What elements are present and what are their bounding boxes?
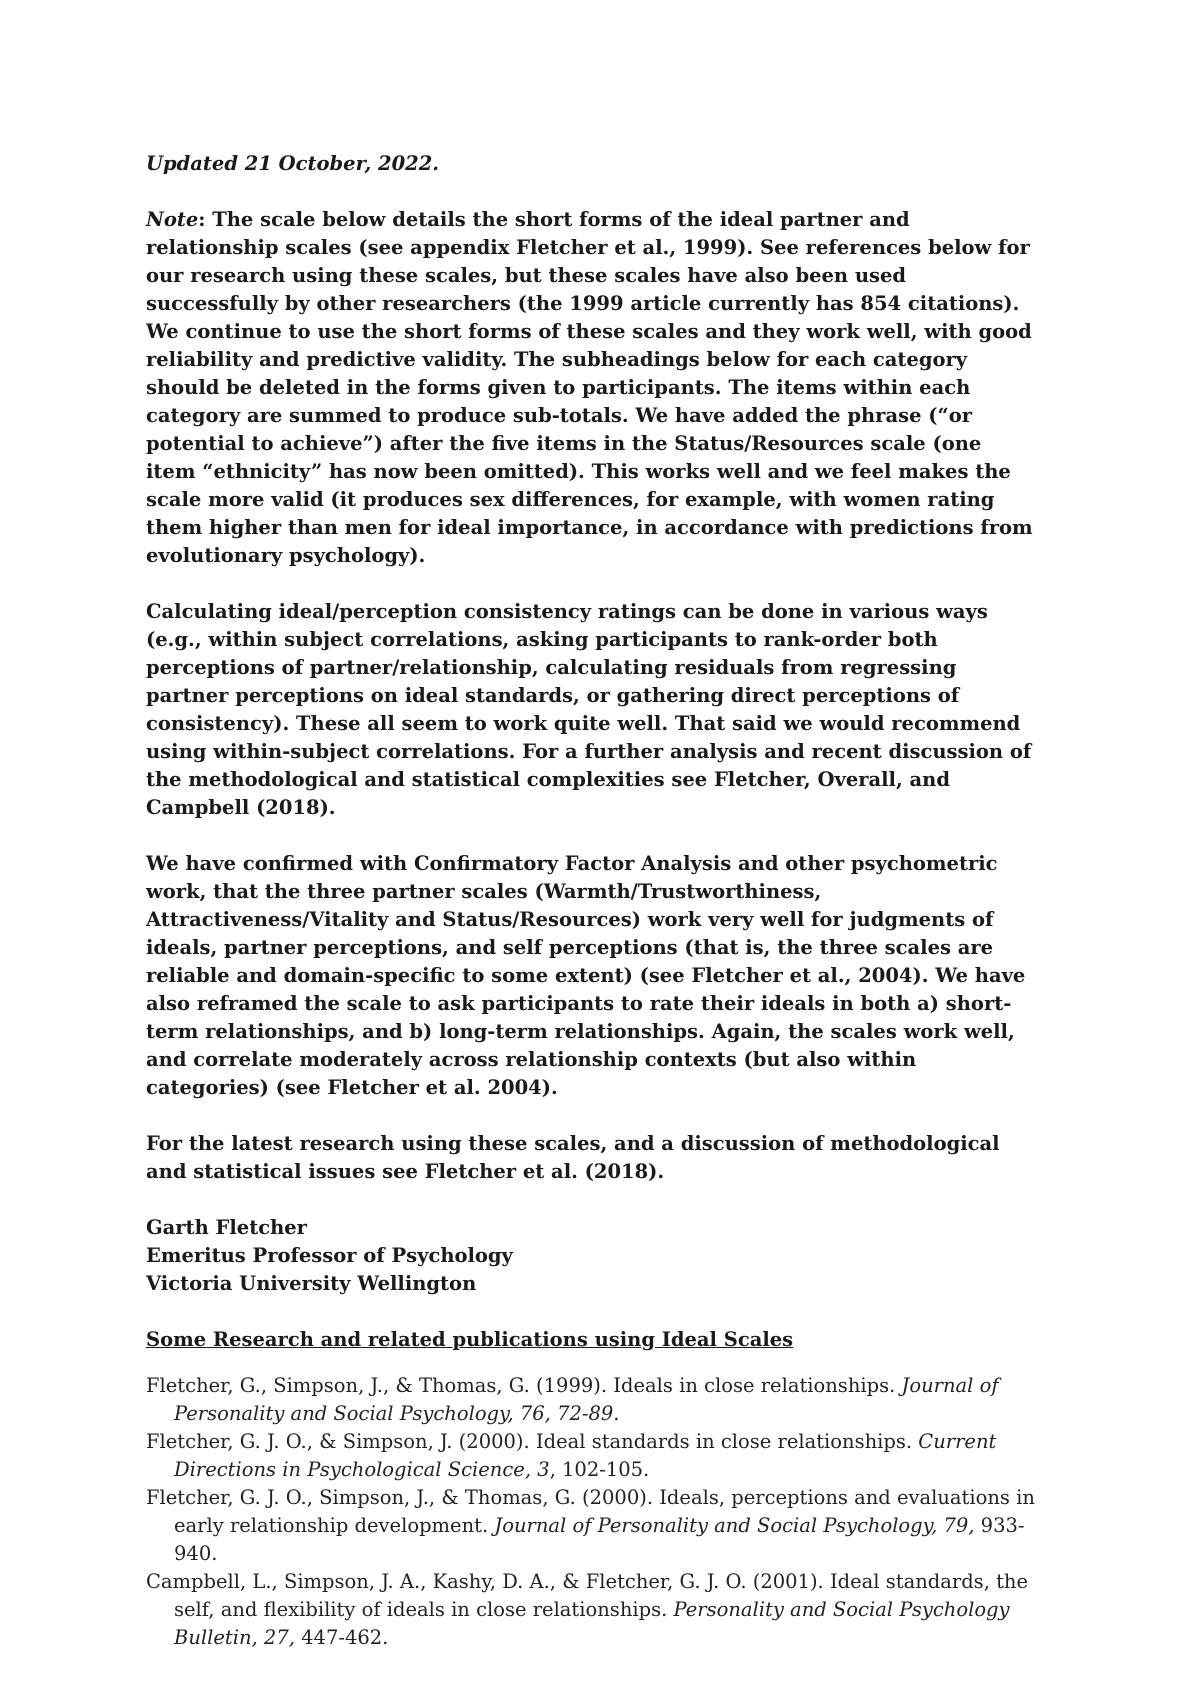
consistency-paragraph: Calculating ideal/perception consistency ratings can be done in various ways (e.g., within subject correlations, asking participants to rank-order both perceptions of partner/relationship, calculating residuals from regressing partner perceptions on ideal standards, or gathering direct perceptions of consistency). These all seem to work quite well. That said we would recommend using within-subject correlations. For a further analysis and recent discussion of the methodological and statistical complexities see Fletcher, Overall, and Campbell (2018). bbox=[146, 600, 1032, 819]
signature-block bbox=[146, 1214, 1036, 1298]
note-label: Note bbox=[146, 208, 199, 231]
references-heading: Some Research and related publications using Ideal Scales bbox=[146, 1328, 794, 1351]
reference-item bbox=[146, 1428, 1036, 1484]
reference-pages: 447-462. bbox=[294, 1626, 389, 1649]
reference-authors-title: Fletcher, G. J. O., & Simpson, J. (2000). Ideal standards in close relationships. bbox=[146, 1430, 919, 1453]
reference-item bbox=[146, 1484, 1036, 1568]
reference-item bbox=[146, 1372, 1036, 1428]
reference-authors-title: Fletcher, G. J. O., Simpson, J., & Thomas, G. (2000). Ideals, perceptions and evaluations in early relationship development. bbox=[146, 1486, 1035, 1537]
signature-institution: Victoria University Wellington bbox=[146, 1272, 477, 1295]
note-text: : The scale below details the short forms of the ideal partner and relationship scales (see appendix Fletcher et al., 1999). See references below for our research using these scales, but these scales have also been used successfully by other researchers (the 1999 article currently has 854 citations). We continue to use the short forms of these scales and they work well, with good reliability and predictive validity. The subheadings below for each category should be deleted in the forms given to participants. The items within each category are summed to produce sub-totals. We have added the phrase (“or potential to achieve”) after the five items in the Status/Resources scale (one item “ethnicity” has now been omitted). This works well and we feel makes the scale more valid (it produces sex differences, for example, with women rating them higher than men for ideal importance, in accordance with predictions from evolutionary psychology). bbox=[146, 208, 1033, 567]
reference-pages: , 102-105. bbox=[549, 1458, 650, 1481]
reference-authors-title: Fletcher, G., Simpson, J., & Thomas, G. (1999). Ideals in close relationships. bbox=[146, 1374, 902, 1397]
note-paragraph bbox=[146, 206, 1036, 570]
reference-journal: Journal of Personality and Social Psychology, 79, bbox=[494, 1514, 975, 1537]
reference-pages: 933-940. bbox=[174, 1514, 1025, 1565]
signature-title: Emeritus Professor of Psychology bbox=[146, 1244, 513, 1267]
signature-name: Garth Fletcher bbox=[146, 1216, 307, 1239]
document-body bbox=[146, 150, 1036, 1652]
latest-research-paragraph: For the latest research using these scales, and a discussion of methodological and statistical issues see Fletcher et al. (2018). bbox=[146, 1132, 1000, 1183]
updated-date: Updated 21 October, 2022. bbox=[146, 152, 440, 175]
references-list bbox=[146, 1372, 1036, 1652]
reference-journal: Current Directions in Psychological Science, 3 bbox=[174, 1430, 997, 1481]
reference-authors-title: Campbell, L., Simpson, J. A., Kashy, D. A., & Fletcher, G. J. O. (2001). Ideal standards, the self, and flexibility of ideals in close relationships. bbox=[146, 1570, 1029, 1621]
reference-journal: Journal of Personality and Social Psychology, 76, 72-89 bbox=[174, 1374, 999, 1425]
factor-analysis-paragraph: We have confirmed with Confirmatory Factor Analysis and other psychometric work, that the three partner scales (Warmth/Trustworthiness, Attractiveness/Vitality and Status/Resources) work very well for judgments of ideals, partner perceptions, and self perceptions (that is, the three scales are reliable and domain-specific to some extent) (see Fletcher et al., 2004). We have also reframed the scale to ask participants to rate their ideals in both a) short-term relationships, and b) long-term relationships. Again, the scales work well, and correlate moderately across relationship contexts (but also within categories) (see Fletcher et al. 2004). bbox=[146, 852, 1026, 1099]
reference-journal: Personality and Social Psychology Bulletin, 27, bbox=[174, 1598, 1010, 1649]
reference-pages: . bbox=[613, 1402, 620, 1425]
reference-item bbox=[146, 1568, 1036, 1652]
